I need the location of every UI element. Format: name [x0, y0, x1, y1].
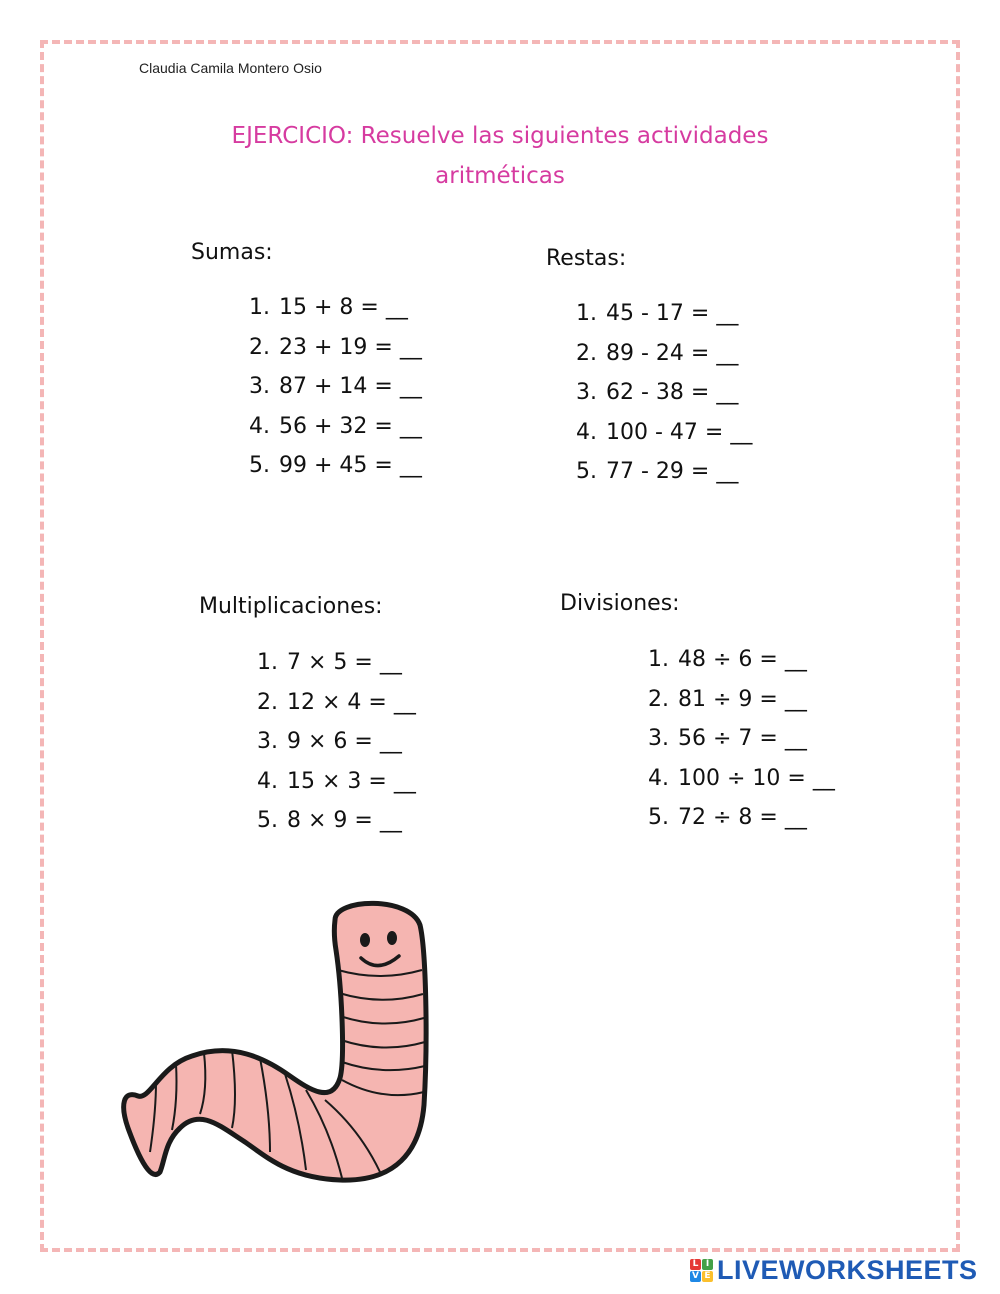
- multiplicaciones-problem[interactable]: 5. 8 × 9 = __: [257, 808, 402, 833]
- worm-illustration: [120, 890, 450, 1190]
- multiplicaciones-section: [199, 594, 383, 619]
- divisiones-problem[interactable]: 3. 56 ÷ 7 = __: [648, 726, 807, 751]
- divisiones-problem[interactable]: 4. 100 ÷ 10 = __: [648, 765, 835, 791]
- multiplicaciones-list: [257, 643, 416, 841]
- multiplicaciones-problem[interactable]: 4. 15 × 3 = __: [257, 768, 416, 794]
- worm-body: [124, 903, 426, 1180]
- restas-problem[interactable]: 5. 77 - 29 = __: [576, 459, 739, 484]
- liveworksheets-logo[interactable]: [690, 1254, 978, 1286]
- worm-left-eye: [360, 933, 370, 947]
- restas-list: [576, 294, 752, 492]
- restas-heading: Restas:: [546, 246, 627, 271]
- worksheet-title: [150, 116, 850, 196]
- restas-section: [546, 246, 626, 271]
- title-line-2: aritméticas: [435, 163, 565, 189]
- multiplicaciones-problem[interactable]: 1. 7 × 5 = __: [257, 650, 402, 675]
- logo-badge-icon: L I V E: [690, 1259, 713, 1282]
- sumas-problem[interactable]: 4. 56 + 32 = __: [249, 413, 422, 439]
- multiplicaciones-problem[interactable]: 2. 12 × 4 = __: [257, 689, 416, 715]
- divisiones-problem[interactable]: 5. 72 ÷ 8 = __: [648, 805, 807, 830]
- sumas-problem[interactable]: 2. 23 + 19 = __: [249, 334, 422, 360]
- worm-right-eye: [387, 931, 397, 945]
- sumas-section: [191, 240, 273, 265]
- restas-problem[interactable]: 4. 100 - 47 = __: [576, 419, 753, 445]
- divisiones-problem[interactable]: 1. 48 ÷ 6 = __: [648, 647, 807, 672]
- title-line-1: EJERCICIO: Resuelve las siguientes actividades: [231, 123, 769, 149]
- restas-problem[interactable]: 1. 45 - 17 = __: [576, 301, 739, 326]
- divisiones-heading: Divisiones:: [560, 591, 680, 616]
- multiplicaciones-problem[interactable]: 3. 9 × 6 = __: [257, 729, 402, 754]
- sumas-list: [249, 288, 422, 486]
- restas-problem[interactable]: 3. 62 - 38 = __: [576, 380, 739, 405]
- divisiones-problem[interactable]: 2. 81 ÷ 9 = __: [648, 686, 807, 712]
- logo-text: LIVEWORKSHEETS: [717, 1254, 978, 1285]
- sumas-problem[interactable]: 1. 15 + 8 = __: [249, 295, 408, 320]
- restas-problem[interactable]: 2. 89 - 24 = __: [576, 340, 739, 366]
- divisiones-section: [560, 591, 680, 616]
- sumas-heading: Sumas:: [191, 240, 273, 265]
- author-name: Claudia Camila Montero Osio: [139, 60, 322, 76]
- sumas-problem[interactable]: 3. 87 + 14 = __: [249, 374, 422, 399]
- sumas-problem[interactable]: 5. 99 + 45 = __: [249, 453, 422, 478]
- multiplicaciones-heading: Multiplicaciones:: [199, 594, 383, 619]
- divisiones-list: [648, 640, 835, 838]
